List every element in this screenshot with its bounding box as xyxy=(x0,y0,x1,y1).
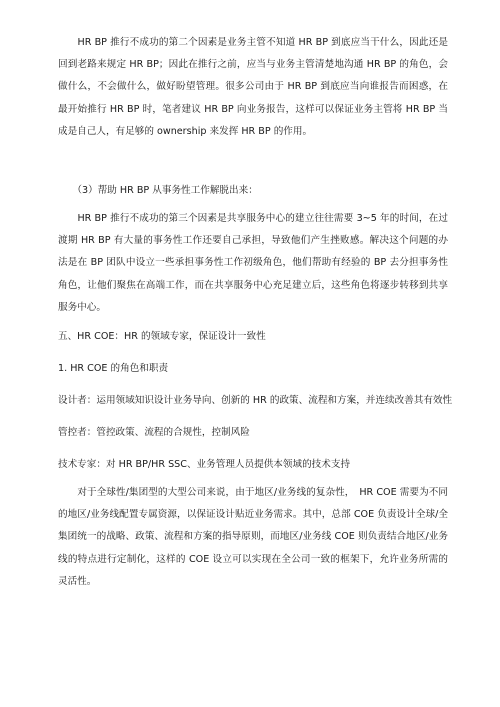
subheading-coe-roles: 1. HR COE 的角色和职责 xyxy=(58,363,169,374)
subheading-relieve-transactional-work: （3）帮助 HR BP 从事务性工作解脱出来： xyxy=(58,185,258,196)
paragraph-global-coe: 对于全球性/集团型的大型公司来说，由于地区/业务线的复杂性， HR COE 需要为不同的地区/业务线配置专属资源，以保证设计贴近业务需求。其中，总部 COE 负责设计全球/全集团统一的战略、政策、流程和方案的指导原则，而地区/业务线 COE 则负责结合地区/业务线的特点进行定制化，这样的 COE 设立可以实现在全公司一致的框架下，允许业务所需的灵活性。 xyxy=(58,487,448,587)
role-technical-expert: 技术专家：对 HR BP/HR SSC、业务管理人员提供本领域的技术支持 xyxy=(58,459,351,470)
paragraph-hrbp-third-factor: HR BP 推行不成功的第三个因素是共享服务中心的建立往往需要 3~5 年的时间，在过渡期 HR BP 有大量的事务性工作还要自己承担，导致他们产生挫败感。解决这个问题的办法是在 BP 团队中设立一些承担事务性工作初级角色，他们帮助有经验的 BP 去分担事务性角色，让他们聚焦在高端工作，而在共享服务中心充足建立后，这些角色将逐步转移到共享服务中心。 xyxy=(58,213,448,313)
role-designer: 设计者：运用领域知识设计业务导向、创新的 HR 的政策、流程和方案，并连续改善其有效性 xyxy=(58,395,453,406)
paragraph-hrbp-second-factor: HR BP 推行不成功的第二个因素是业务主管不知道 HR BP 到底应当干什么，因此还是回到老路来规定 HR BP；因此在推行之前，应当与业务主管清楚地沟通 HR BP 的角色，会做什么，不会做什么，做好盼望管理。很多公司由于 HR BP 到底应当向谁报告而困惑，在最开始推行 HR BP 时，笔者建议 HR BP 向业务报告，这样可以保证业务主管将 HR BP 当成是自己人，有足够的 ownership 来发挥 HR BP 的作用。 xyxy=(58,37,448,137)
role-controller: 管控者：管控政策、流程的合规性，控制风险 xyxy=(58,427,250,438)
section-heading-hr-coe: 五、HR COE：HR 的领域专家，保证设计一致性 xyxy=(58,331,266,342)
